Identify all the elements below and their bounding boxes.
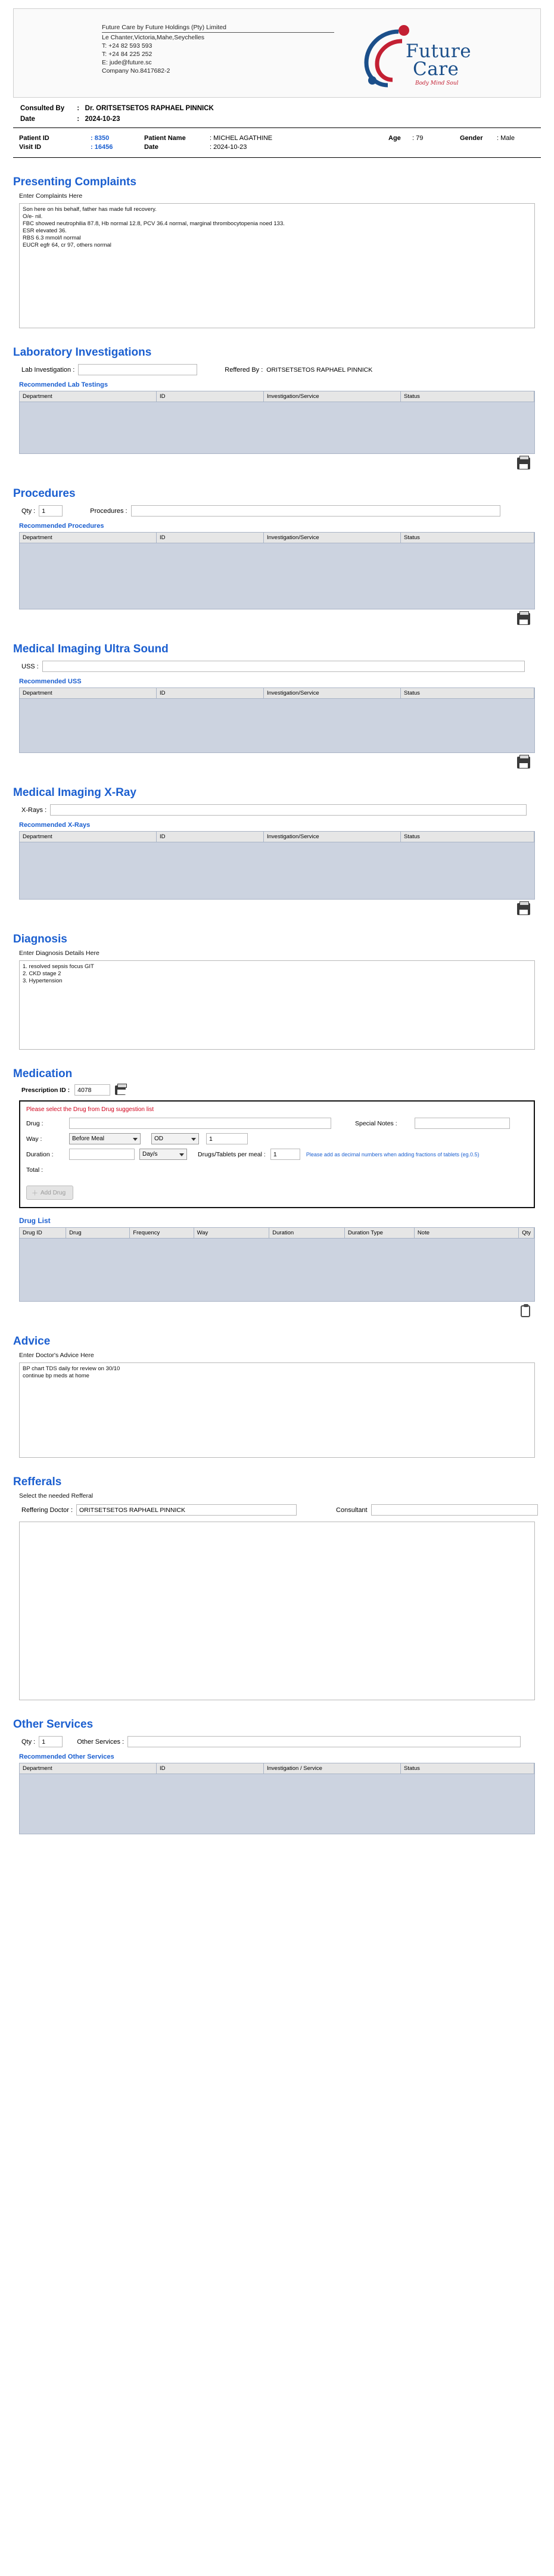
xray-grid-header [20, 832, 534, 842]
consult-date-row: Date : 2024-10-23 [20, 116, 120, 123]
clinic-email: E: jude@future.sc [102, 59, 152, 66]
patient-id-value: : 8350 [91, 135, 110, 142]
lab-col-status: Status [401, 391, 534, 402]
printer-icon[interactable] [517, 757, 530, 769]
xray-recommended-label: Recommended X-Rays [19, 822, 91, 829]
visit-id-label: Visit ID [19, 144, 42, 151]
logo-wordmark [406, 42, 471, 78]
drug-col-note: Note [415, 1228, 519, 1238]
way-row [26, 1133, 528, 1144]
printer-icon[interactable] [517, 613, 530, 625]
special-notes-input[interactable] [415, 1118, 510, 1129]
patient-row-2 [19, 144, 535, 151]
xray-grid[interactable] [19, 831, 535, 900]
reffering-doctor-input[interactable] [76, 1504, 297, 1516]
xray-input-row [21, 804, 541, 816]
proc-col-service: Investigation/Service [264, 533, 401, 543]
other-services-input-row [21, 1736, 541, 1747]
logo-tagline: Body Mind Soul [415, 80, 459, 86]
prescription-id-input[interactable] [74, 1084, 110, 1096]
duration-input[interactable] [69, 1149, 135, 1160]
uss-col-department: Department [20, 688, 157, 698]
clinic-address: Le Chanter,Victoria,Mahe,Seychelles [102, 34, 204, 41]
clinic-address-block [24, 17, 351, 75]
patient-row-1 [19, 135, 535, 142]
other-services-input[interactable] [127, 1736, 521, 1747]
logo-line-2: Care [413, 58, 459, 80]
lab-investigation-row [21, 364, 541, 375]
lab-referred-by-label: Reffered By : [225, 366, 263, 374]
section-title-medication: Medication [13, 1068, 73, 1080]
section-title-referrals: Refferals [13, 1476, 62, 1488]
advice-textarea[interactable] [19, 1362, 535, 1458]
prescription-page [0, 8, 554, 1858]
uss-grid[interactable] [19, 687, 535, 753]
uss-print-row [13, 757, 530, 769]
uss-recommended-label: Recommended USS [19, 678, 82, 685]
section-title-procedures: Procedures [13, 487, 76, 500]
uss-input[interactable] [42, 661, 525, 672]
clinic-name: Future Care by Future Holdings (Pty) Limited [102, 23, 334, 33]
other-services-qty-label: Qty : [21, 1738, 36, 1746]
way-select[interactable] [69, 1133, 141, 1144]
duration-label: Duration : [26, 1150, 54, 1158]
xray-label: X-Rays : [21, 806, 47, 814]
other-services-grid-body[interactable] [20, 1774, 534, 1834]
consulted-by-value: Dr. ORITSETSETOS RAPHAEL PINNICK [85, 105, 214, 112]
age-label: Age [388, 135, 401, 142]
lab-investigation-label: Lab Investigation : [21, 366, 75, 374]
proc-col-department: Department [20, 533, 157, 543]
patient-name-value: : MICHEL AGATHINE [210, 135, 273, 142]
uss-col-service: Investigation/Service [264, 688, 401, 698]
proc-col-status: Status [401, 533, 534, 543]
drug-col-frequency: Frequency [130, 1228, 194, 1238]
os-col-department: Department [20, 1763, 157, 1774]
procedures-grid-body[interactable] [20, 543, 534, 609]
procedures-print-row [13, 613, 530, 625]
procedures-recommended-label: Recommended Procedures [19, 522, 104, 530]
logo-swirl-icon [357, 23, 413, 92]
section-title-xray: Medical Imaging X-Ray [13, 786, 136, 799]
proc-col-id: ID [157, 533, 264, 543]
drug-col-duration: Duration [269, 1228, 345, 1238]
consult-date-label: Date [20, 116, 35, 123]
special-notes-label: Special Notes : [355, 1119, 397, 1127]
other-services-grid-header [20, 1763, 534, 1774]
prescription-id-row [21, 1084, 541, 1096]
diagnosis-subtitle: Enter Diagnosis Details Here [19, 950, 99, 957]
lab-referred-by-value: ORITSETSETOS RAPHAEL PINNICK [266, 366, 373, 374]
plus-icon: ＋ [32, 1190, 38, 1197]
frequency-select-wrap[interactable] [151, 1133, 199, 1144]
consulted-by-label: Consulted By [20, 105, 65, 112]
procedures-grid[interactable] [19, 532, 535, 609]
lab-col-service: Investigation/Service [264, 391, 401, 402]
other-services-grid[interactable] [19, 1763, 535, 1834]
other-services-recommended-label: Recommended Other Services [19, 1753, 114, 1760]
uss-col-status: Status [401, 688, 534, 698]
procedures-grid-header [20, 533, 534, 543]
xray-col-service: Investigation/Service [264, 832, 401, 842]
add-drug-button[interactable] [26, 1186, 73, 1200]
os-col-status: Status [401, 1763, 534, 1774]
drug-col-way: Way [194, 1228, 270, 1238]
drug-list-title: Drug List [19, 1217, 51, 1225]
drug-input[interactable] [69, 1118, 331, 1129]
decimal-note: Please add as decimal numbers when adding fractions of tablets (eg.0.5) [306, 1151, 480, 1158]
diagnosis-textarea[interactable] [19, 960, 535, 1050]
clinic-logo [351, 17, 530, 91]
uss-label: USS : [21, 662, 39, 670]
clinic-phone-2: T: +24 84 225 252 [102, 51, 152, 58]
lab-print-row [13, 458, 530, 469]
drug-label: Drug : [26, 1119, 43, 1127]
procedures-label: Procedures : [90, 507, 127, 515]
referral-doctor-row [21, 1504, 541, 1516]
way-select-wrap[interactable] [69, 1133, 141, 1144]
drug-list-body[interactable] [20, 1239, 534, 1301]
way-label: Way : [26, 1135, 42, 1143]
reffering-doctor-label: Reffering Doctor : [21, 1506, 73, 1514]
section-title-other-services: Other Services [13, 1718, 94, 1731]
visit-date-label: Date [144, 144, 158, 151]
printer-icon[interactable] [517, 458, 530, 469]
section-title-advice: Advice [13, 1335, 51, 1348]
visit-date-value: : 2024-10-23 [210, 144, 247, 151]
patient-id-label: Patient ID [19, 135, 49, 142]
xray-col-id: ID [157, 832, 264, 842]
patient-name-label: Patient Name [144, 135, 186, 142]
drug-col-duration-type: Duration Type [345, 1228, 415, 1238]
duration-row [26, 1149, 528, 1160]
xray-col-department: Department [20, 832, 157, 842]
consult-block [13, 105, 541, 123]
drug-col-qty: Qty [519, 1228, 534, 1238]
complaints-subtitle: Enter Complaints Here [19, 192, 83, 200]
xray-input[interactable] [50, 804, 527, 816]
xray-print-row [13, 903, 530, 915]
section-title-lab: Laboratory Investigations [13, 346, 152, 359]
section-title-complaints: Presenting Complaints [13, 176, 136, 188]
drug-list-header [20, 1228, 534, 1239]
section-title-ultrasound: Medical Imaging Ultra Sound [13, 643, 169, 655]
consult-date-value: 2024-10-23 [85, 116, 120, 123]
uss-col-id: ID [157, 688, 264, 698]
logo-line-1: Future [406, 41, 472, 62]
consulted-by-row: Consulted By : Dr. ORITSETSETOS RAPHAEL PINNICK [20, 105, 214, 112]
other-services-label: Other Services : [77, 1738, 125, 1746]
complaints-textarea[interactable] [19, 203, 535, 328]
other-services-qty-input[interactable] [39, 1736, 63, 1747]
lab-col-id: ID [157, 391, 264, 402]
drug-selection-warning: Please select the Drug from Drug suggestion list [26, 1106, 154, 1113]
consultant-label: Consultant [336, 1506, 368, 1514]
gender-value: : Male [497, 135, 515, 142]
procedures-qty-label: Qty : [21, 507, 36, 515]
section-title-diagnosis: Diagnosis [13, 933, 67, 945]
drugs-per-meal-label: Drugs/Tablets per meal : [198, 1150, 266, 1158]
lab-grid-header [20, 391, 534, 402]
drug-list-grid[interactable] [19, 1227, 535, 1302]
drug-col-id: Drug ID [20, 1228, 66, 1238]
frequency-select[interactable] [151, 1133, 199, 1144]
xray-grid-body[interactable] [20, 842, 534, 899]
add-drug-label: Add Drug [41, 1189, 66, 1196]
medication-entry-box [19, 1100, 535, 1208]
lab-investigation-input[interactable] [78, 364, 197, 375]
prescription-id-label: Prescription ID : [21, 1086, 70, 1094]
drug-list-print-row [13, 1305, 530, 1317]
clinic-company-no: Company No.8417682-2 [102, 67, 170, 74]
gender-label: Gender [460, 135, 483, 142]
duration-type-select-wrap[interactable] [139, 1149, 187, 1160]
patient-info-bar [13, 127, 541, 158]
os-col-service: Investigation / Service [264, 1763, 401, 1774]
drugs-per-meal-input[interactable] [270, 1149, 300, 1160]
consultant-input[interactable] [371, 1504, 538, 1516]
uss-grid-header [20, 688, 534, 699]
total-row [26, 1164, 528, 1175]
printer-icon[interactable] [517, 903, 530, 915]
lab-recommended-label: Recommended Lab Testings [19, 381, 108, 388]
drug-row [26, 1118, 528, 1129]
duration-type-select[interactable] [139, 1149, 187, 1160]
uss-input-row [21, 661, 541, 672]
lab-grid-body[interactable] [20, 402, 534, 453]
total-label: Total : [26, 1166, 43, 1174]
way-qty-input[interactable] [206, 1133, 248, 1144]
uss-grid-body[interactable] [20, 699, 534, 752]
lab-col-department: Department [20, 391, 157, 402]
clinic-header [13, 8, 541, 98]
clinic-phone-1: T: +24 82 593 593 [102, 42, 152, 49]
procedures-input[interactable] [131, 505, 500, 517]
os-col-id: ID [157, 1763, 264, 1774]
referral-details-box[interactable] [19, 1522, 535, 1700]
clipboard-icon[interactable] [521, 1305, 530, 1317]
lab-results-grid[interactable] [19, 391, 535, 454]
procedures-qty-input[interactable] [39, 505, 63, 517]
printer-icon[interactable] [115, 1085, 126, 1095]
referrals-subtitle: Select the needed Refferal [19, 1492, 94, 1499]
visit-id-value: : 16456 [91, 144, 113, 151]
age-value: : 79 [412, 135, 424, 142]
procedures-input-row [21, 505, 541, 517]
drug-col-drug: Drug [66, 1228, 130, 1238]
xray-col-status: Status [401, 832, 534, 842]
advice-subtitle: Enter Doctor's Advice Here [19, 1352, 94, 1359]
